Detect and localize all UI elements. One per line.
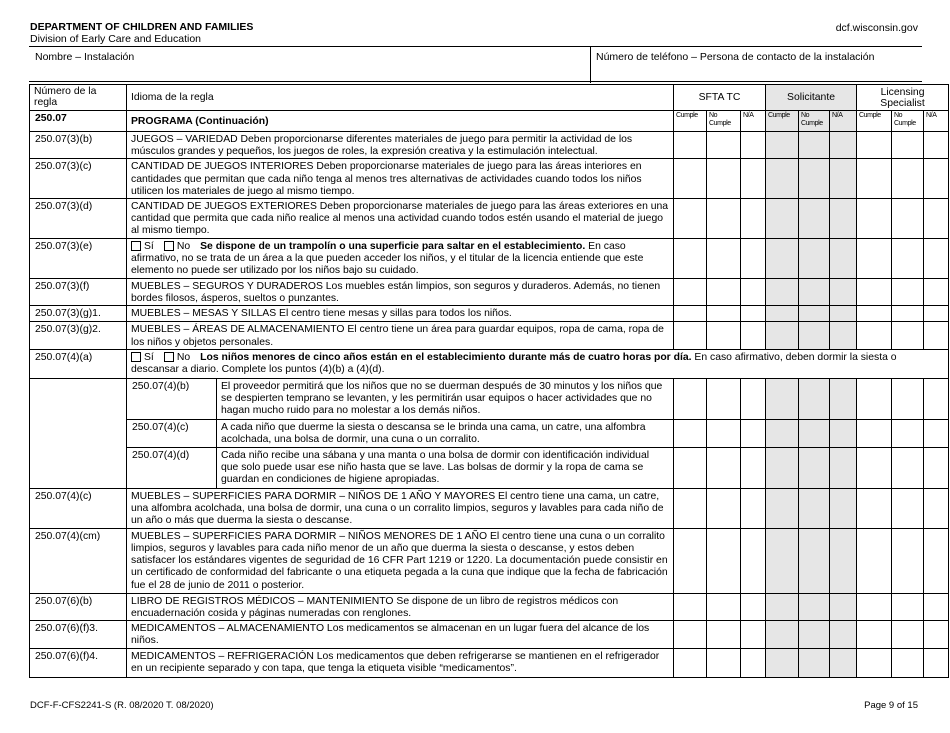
check-cell[interactable]	[707, 419, 741, 447]
check-cell[interactable]	[707, 322, 741, 349]
check-cell[interactable]	[674, 621, 707, 648]
header-row	[30, 85, 949, 111]
check-cell[interactable]	[799, 648, 830, 677]
table-row	[30, 528, 949, 593]
table-row	[30, 447, 949, 488]
check-cell[interactable]	[674, 528, 707, 593]
sub-not-complies: No Cumple	[799, 111, 830, 132]
check-cell[interactable]	[857, 621, 892, 648]
check-cell[interactable]	[892, 132, 924, 159]
check-cell[interactable]	[799, 488, 830, 528]
check-cell[interactable]	[830, 621, 857, 648]
check-cell[interactable]	[799, 419, 830, 447]
check-cell[interactable]	[766, 306, 799, 322]
section-row	[30, 111, 949, 132]
check-cell[interactable]	[674, 378, 707, 419]
check-cell[interactable]	[674, 447, 707, 488]
check-cell[interactable]	[674, 419, 707, 447]
check-cell[interactable]	[707, 488, 741, 528]
check-cell[interactable]	[674, 306, 707, 322]
rule-content	[127, 528, 674, 593]
check-cell[interactable]	[674, 132, 707, 159]
check-cell[interactable]	[892, 593, 924, 620]
rule-content	[127, 199, 674, 239]
rule-content	[127, 132, 674, 159]
rule-text: MEDICAMENTOS – ALMACENAMIENTO Los medicamentos se almacenan en un lugar fuera del alcance de los niños.	[131, 623, 650, 647]
check-cell[interactable]	[766, 132, 799, 159]
check-cell[interactable]	[799, 322, 830, 349]
check-cell[interactable]	[924, 239, 949, 279]
check-cell[interactable]	[924, 199, 949, 239]
rule-id: 250.07(4)(b)	[132, 380, 190, 392]
division-name: Division of Early Care and Education	[30, 33, 202, 45]
checkbox-yes-label: Sí	[144, 351, 154, 363]
rule-text: CANTIDAD DE JUEGOS INTERIORES Deben proporcionarse materiales de juego para las áreas interiores en cantidades que permitan que cada niño tenga al menos tres alternativas de actividades cuando todos los niños utilicen los materiales de juego al mismo tiempo.	[131, 161, 642, 197]
check-cell[interactable]	[924, 279, 949, 306]
rule-id: 250.07(4)(a)	[30, 349, 127, 378]
rule-text: CANTIDAD DE JUEGOS EXTERIORES Deben proporcionarse materiales de juego para las áreas exteriores en una cantidad que permita que cada niño realice al menos una actividad cuando todos estén usando el material de juego al mismo tiempo.	[131, 201, 669, 237]
facility-name-field[interactable]: Nombre – Instalación	[35, 51, 135, 63]
check-cell[interactable]	[830, 593, 857, 620]
check-cell[interactable]	[830, 488, 857, 528]
check-cell[interactable]	[707, 199, 741, 239]
check-cell[interactable]	[857, 648, 892, 677]
rule-text: A cada niño que duerme la siesta o descansa se le brinda una cama, un catre, una alfombra acolchada, una bolsa de dormir, una cuna o un corralito.	[221, 421, 646, 446]
check-cell[interactable]	[830, 159, 857, 199]
table-row	[30, 322, 949, 349]
check-cell[interactable]	[707, 447, 741, 488]
check-cell[interactable]	[892, 322, 924, 349]
check-cell[interactable]	[857, 239, 892, 279]
rule-text: MEDICAMENTOS – REFRIGERACIÓN Los medicamentos que deben refrigerarse se mantienen en el refrigerador en un recipiente separado y con tapa, que tenga la etiqueta visible “medicamentos”.	[131, 650, 660, 674]
check-cell[interactable]	[830, 378, 857, 419]
rule-content	[127, 488, 674, 528]
check-cell[interactable]	[799, 239, 830, 279]
department-name: DEPARTMENT OF CHILDREN AND FAMILIES	[30, 21, 254, 33]
page-header	[30, 21, 253, 45]
rule-id: 250.07(6)(b)	[30, 593, 127, 620]
check-cell[interactable]	[766, 199, 799, 239]
rule-content	[127, 159, 674, 199]
check-cell[interactable]	[924, 378, 949, 419]
check-cell[interactable]	[674, 648, 707, 677]
check-cell[interactable]	[857, 419, 892, 447]
check-cell[interactable]	[857, 378, 892, 419]
rule-content	[217, 379, 674, 419]
check-cell[interactable]	[892, 378, 924, 419]
check-cell[interactable]	[766, 528, 799, 593]
check-cell[interactable]	[924, 621, 949, 648]
check-cell[interactable]	[707, 306, 741, 322]
section-title: PROGRAMA (Continuación)	[127, 111, 674, 132]
check-cell[interactable]	[830, 528, 857, 593]
facility-info-row	[29, 46, 922, 82]
check-cell[interactable]	[924, 322, 949, 349]
checkbox-no[interactable]	[164, 241, 174, 251]
check-cell[interactable]	[741, 132, 766, 159]
check-cell[interactable]	[857, 593, 892, 620]
sub-complies: Cumple	[857, 111, 892, 132]
check-cell[interactable]	[799, 132, 830, 159]
table-row	[30, 199, 949, 239]
check-cell[interactable]	[707, 648, 741, 677]
page-number: Page 9 of 15	[864, 700, 918, 711]
check-cell[interactable]	[857, 159, 892, 199]
check-cell[interactable]	[741, 528, 766, 593]
nested-rule	[127, 419, 674, 447]
group-sfta: SFTA TC	[674, 85, 766, 111]
check-cell[interactable]	[892, 159, 924, 199]
check-cell[interactable]	[674, 239, 707, 279]
rule-id: 250.07(4)(d)	[132, 449, 190, 461]
check-cell[interactable]	[924, 648, 949, 677]
check-cell[interactable]	[741, 306, 766, 322]
check-cell[interactable]	[707, 528, 741, 593]
col-rule-language: Idioma de la regla	[127, 85, 674, 111]
sub-not-complies: No Cumple	[892, 111, 924, 132]
check-cell[interactable]	[892, 648, 924, 677]
sub-na: N/A	[830, 111, 857, 132]
table-row	[30, 159, 949, 199]
check-cell[interactable]	[830, 322, 857, 349]
check-cell[interactable]	[857, 447, 892, 488]
check-cell[interactable]	[892, 528, 924, 593]
rule-id: 250.07(3)(e)	[30, 239, 127, 279]
check-cell[interactable]	[766, 378, 799, 419]
check-cell[interactable]	[857, 132, 892, 159]
check-cell[interactable]	[830, 279, 857, 306]
checkbox-yes[interactable]	[131, 352, 141, 362]
rule-text: JUEGOS – VARIEDAD Deben proporcionarse diferentes materiales de juego para permitir la actividad de los músculos grandes y pequeños, los juegos de roles, la expresión creativa y la estimulación intelectual.	[131, 134, 633, 158]
check-cell[interactable]	[674, 593, 707, 620]
check-cell[interactable]	[766, 279, 799, 306]
checkbox-yes-label: Sí	[144, 241, 154, 253]
checkbox-no-label: No	[176, 351, 191, 363]
check-cell[interactable]	[924, 488, 949, 528]
check-cell[interactable]	[857, 306, 892, 322]
rule-question: Se dispone de un trampolín o una superficie para saltar en el establecimiento.	[200, 241, 586, 253]
table-row	[30, 349, 949, 378]
check-cell[interactable]	[924, 306, 949, 322]
col-rule-number: Número de la regla	[30, 85, 127, 111]
check-cell[interactable]	[766, 419, 799, 447]
rule-id: 250.07(3)(g)1.	[30, 306, 127, 322]
check-cell[interactable]	[707, 621, 741, 648]
nested-rule	[127, 378, 674, 419]
check-cell[interactable]	[741, 279, 766, 306]
rule-id: 250.07(6)(f)3.	[30, 621, 127, 648]
table-row	[30, 239, 949, 279]
group-applicant: Solicitante	[766, 85, 857, 111]
check-cell[interactable]	[892, 199, 924, 239]
table-row	[30, 378, 949, 419]
check-cell[interactable]	[857, 528, 892, 593]
check-cell[interactable]	[707, 279, 741, 306]
rule-text: MUEBLES – SUPERFICIES PARA DORMIR – NIÑOS DE 1 AÑO Y MAYORES El centro tiene una cama, un catre, una alfombra acolchada, una bolsa de dormir, una cuna o un corralito limpios, seguros y lavables para cada niño de un año o más que duerma la siesta o descanse.	[131, 490, 664, 527]
checkbox-yes[interactable]	[131, 241, 141, 251]
check-cell[interactable]	[857, 279, 892, 306]
check-cell[interactable]	[799, 447, 830, 488]
check-cell[interactable]	[799, 528, 830, 593]
rule-text: En caso afirmativo, no se trata de un área a la que pueden acceder los niños, y el titular de la licencia entiende que este elemento no puede ser utilizado por los niños bajo su cuidado.	[131, 241, 644, 277]
rule-content	[127, 593, 674, 620]
sub-not-complies: No Cumple	[707, 111, 741, 132]
rule-text: MUEBLES – SEGUROS Y DURADEROS Los muebles están limpios, son seguros y duraderos. Además, no tienen bordes filosos, ásperos, sueltos o punzantes.	[131, 281, 661, 305]
check-cell[interactable]	[857, 199, 892, 239]
rule-text: MUEBLES – MESAS Y SILLAS El centro tiene mesas y sillas para todos los niños.	[131, 308, 512, 320]
rule-text: Cada niño recibe una sábana y una manta o una bolsa de dormir con identificación individual que solo puede usar ese niño hasta que se lave. Las bolsas de dormir y la ropa de cama se guardan en condiciones de higiene apropiadas.	[221, 449, 650, 486]
check-cell[interactable]	[766, 239, 799, 279]
check-cell[interactable]	[892, 306, 924, 322]
check-cell[interactable]	[766, 322, 799, 349]
rule-id: 250.07(3)(b)	[30, 132, 127, 159]
sub-complies: Cumple	[766, 111, 799, 132]
nested-spacer	[30, 378, 127, 488]
rule-id: 250.07(6)(f)4.	[30, 648, 127, 677]
rule-text: MUEBLES – ÁREAS DE ALMACENAMIENTO El centro tiene un área para guardar equipos, ropa de cama, ropa de los niños y objetos personales.	[131, 324, 664, 348]
check-cell[interactable]	[799, 199, 830, 239]
check-cell[interactable]	[830, 447, 857, 488]
check-cell[interactable]	[707, 159, 741, 199]
check-cell[interactable]	[924, 159, 949, 199]
check-cell[interactable]	[766, 593, 799, 620]
check-cell[interactable]	[830, 419, 857, 447]
check-cell[interactable]	[799, 306, 830, 322]
check-cell[interactable]	[766, 621, 799, 648]
nested-rule	[127, 447, 674, 488]
section-id: 250.07	[30, 111, 127, 132]
check-cell[interactable]	[799, 378, 830, 419]
rule-text: En caso afirmativo, deben dormir la siesta o descansar a diario. Complete los puntos (4)(b) a (4)(d).	[131, 351, 897, 376]
check-cell[interactable]	[892, 279, 924, 306]
table-row	[30, 306, 949, 322]
sub-na: N/A	[924, 111, 949, 132]
check-cell[interactable]	[857, 322, 892, 349]
rule-text: MUEBLES – SUPERFICIES PARA DORMIR – NIÑOS MENORES DE 1 AÑO El centro tiene una cuna o un corralito limpios, seguros y lavables para cada niño menor de un año que duerma la siesta o descanse, y estos deben satisfacer los estándares vigentes de seguridad de 16 CFR Part 1219 or 1220. La documentación puede consistir en un certificado de conformidad del fabricante o una etiqueta pegada a la cuna que indique que la fecha de fabricación fue el 28 de junio de 2011 o posterior.	[131, 530, 668, 591]
rule-content	[127, 648, 674, 677]
check-cell[interactable]	[741, 199, 766, 239]
table-row	[30, 593, 949, 620]
rule-text: LIBRO DE REGISTROS MÉDICOS – MANTENIMIENTO Se dispone de un libro de registros médicos con encuadernación cosida y páginas numeradas con renglones.	[131, 595, 619, 620]
rule-id: 250.07(3)(c)	[30, 159, 127, 199]
rule-content	[217, 448, 674, 488]
website: dcf.wisconsin.gov	[835, 22, 918, 34]
check-cell[interactable]	[799, 593, 830, 620]
check-cell[interactable]	[674, 322, 707, 349]
check-cell[interactable]	[741, 239, 766, 279]
table-row	[30, 419, 949, 447]
check-cell[interactable]	[857, 488, 892, 528]
check-cell[interactable]	[799, 159, 830, 199]
check-cell[interactable]	[707, 593, 741, 620]
check-cell[interactable]	[741, 447, 766, 488]
table-row	[30, 279, 949, 306]
check-cell[interactable]	[741, 419, 766, 447]
rule-id: 250.07(4)(cm)	[30, 528, 127, 593]
check-cell[interactable]	[830, 199, 857, 239]
check-cell[interactable]	[892, 488, 924, 528]
group-licensing: Licensing Specialist	[857, 85, 949, 111]
table-row	[30, 132, 949, 159]
check-cell[interactable]	[741, 322, 766, 349]
rule-id: 250.07(3)(d)	[30, 199, 127, 239]
sub-na: N/A	[741, 111, 766, 132]
facility-phone-field[interactable]: Número de teléfono – Persona de contacto de la instalación	[596, 51, 875, 63]
check-cell[interactable]	[741, 621, 766, 648]
check-cell[interactable]	[892, 239, 924, 279]
check-cell[interactable]	[707, 239, 741, 279]
check-cell[interactable]	[892, 419, 924, 447]
sub-complies: Cumple	[674, 111, 707, 132]
rule-content	[127, 349, 949, 378]
rule-content	[127, 306, 674, 322]
rule-content	[127, 279, 674, 306]
checkbox-no[interactable]	[164, 352, 174, 362]
rule-content	[127, 239, 674, 279]
rules-table	[29, 84, 949, 678]
check-cell[interactable]	[766, 159, 799, 199]
check-cell[interactable]	[799, 621, 830, 648]
rule-id: 250.07(3)(f)	[30, 279, 127, 306]
check-cell[interactable]	[924, 132, 949, 159]
check-cell[interactable]	[830, 648, 857, 677]
check-cell[interactable]	[707, 378, 741, 419]
check-cell[interactable]	[707, 132, 741, 159]
check-cell[interactable]	[830, 239, 857, 279]
table-row	[30, 621, 949, 648]
check-cell[interactable]	[830, 306, 857, 322]
checkbox-no-label: No	[176, 241, 191, 253]
rule-id: 250.07(4)(c)	[132, 421, 189, 433]
check-cell[interactable]	[674, 159, 707, 199]
check-cell[interactable]	[924, 419, 949, 447]
check-cell[interactable]	[766, 488, 799, 528]
check-cell[interactable]	[924, 447, 949, 488]
check-cell[interactable]	[674, 279, 707, 306]
check-cell[interactable]	[892, 621, 924, 648]
rule-content	[127, 621, 674, 648]
check-cell[interactable]	[674, 488, 707, 528]
check-cell[interactable]	[924, 528, 949, 593]
check-cell[interactable]	[741, 488, 766, 528]
check-cell[interactable]	[741, 593, 766, 620]
rule-question: Los niños menores de cinco años están en el establecimiento durante más de cuatro horas por día.	[200, 351, 692, 363]
form-id: DCF-F-CFS2241-S (R. 08/2020 T. 08/2020)	[30, 700, 214, 711]
rule-content	[127, 322, 674, 349]
check-cell[interactable]	[799, 279, 830, 306]
check-cell[interactable]	[741, 648, 766, 677]
check-cell[interactable]	[892, 447, 924, 488]
check-cell[interactable]	[766, 648, 799, 677]
rule-id: 250.07(4)(c)	[30, 488, 127, 528]
check-cell[interactable]	[741, 159, 766, 199]
check-cell[interactable]	[741, 378, 766, 419]
check-cell[interactable]	[674, 199, 707, 239]
table-row	[30, 648, 949, 677]
rule-content	[217, 420, 674, 447]
table-row	[30, 488, 949, 528]
check-cell[interactable]	[830, 132, 857, 159]
rule-id: 250.07(3)(g)2.	[30, 322, 127, 349]
rule-text: El proveedor permitirá que los niños que no se duerman después de 30 minutos y los niños que se despierten temprano se levanten, y les permitirán usar equipos o hacer actividades que no hagan mucho ruido para no molestar a los demás niños.	[221, 380, 663, 417]
check-cell[interactable]	[924, 593, 949, 620]
check-cell[interactable]	[766, 447, 799, 488]
